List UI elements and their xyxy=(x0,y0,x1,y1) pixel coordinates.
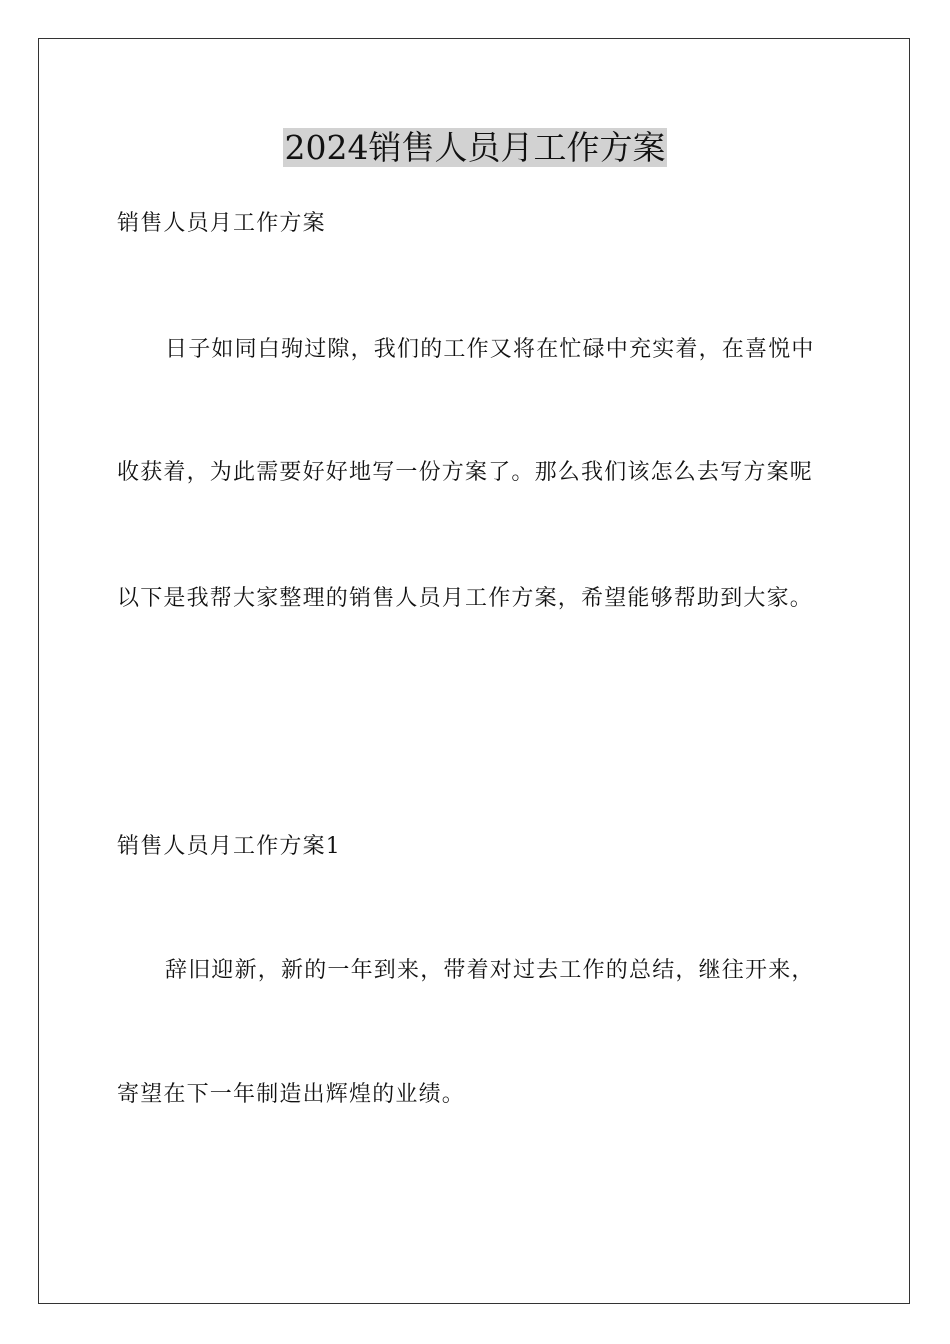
document-title-text: 2024销售人员月工作方案 xyxy=(284,128,666,167)
section-paragraph-line-2: 寄望在下一年制造出辉煌的业绩。 xyxy=(117,1082,466,1107)
intro-paragraph-line-3: 以下是我帮大家整理的销售人员月工作方案，希望能够帮助到大家。 xyxy=(117,586,814,611)
section-paragraph-line-1: 辞旧迎新，新的一年到来，带着对过去工作的总结，继往开来， xyxy=(165,958,815,983)
intro-paragraph-line-2: 收获着，为此需要好好地写一份方案了。那么我们该怎么去写方案呢 xyxy=(117,460,814,485)
intro-paragraph-line-1: 日子如同白驹过隙，我们的工作又将在忙碌中充实着，在喜悦中 xyxy=(165,337,815,362)
section-heading: 销售人员月工作方案1 xyxy=(117,834,341,859)
document-title xyxy=(0,126,950,170)
document-subtitle: 销售人员月工作方案 xyxy=(117,211,326,236)
